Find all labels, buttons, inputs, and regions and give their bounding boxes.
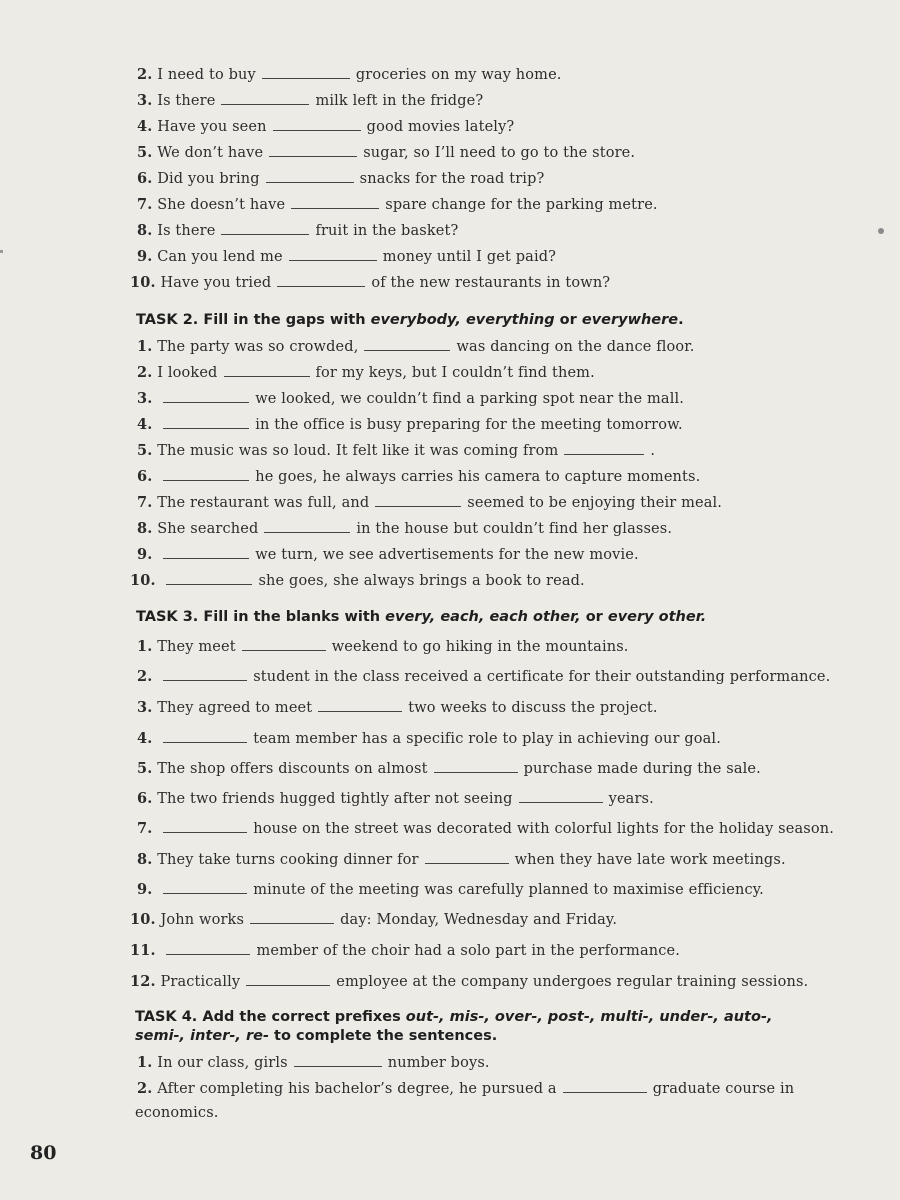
task3-item-12: 12. Practically employee at the company undergoes regular training sessions. <box>130 973 809 990</box>
answer-blank[interactable] <box>163 469 249 481</box>
task4-heading-line2: semi-, inter-, re- to complete the sentences. <box>135 1028 498 1044</box>
answer-blank[interactable] <box>224 365 310 377</box>
answer-blank[interactable] <box>250 912 334 924</box>
task1-item-10: 10. Have you tried of the new restaurants in town? <box>130 274 611 291</box>
answer-blank[interactable] <box>273 119 361 131</box>
task2-item-2: 2. I looked for my keys, but I couldn’t find them. <box>137 364 595 381</box>
answer-blank[interactable] <box>266 171 354 183</box>
answer-blank[interactable] <box>519 791 603 803</box>
task4-item-2: 2. After completing his bachelor’s degree, he pursued a graduate course in <box>137 1080 795 1097</box>
scan-mark <box>878 228 884 234</box>
task3-item-11: 11. member of the choir had a solo part in the performance. <box>130 942 680 959</box>
task2-item-8: 8. She searched in the house but couldn’t find her glasses. <box>137 520 673 537</box>
task3-item-2: 2. student in the class received a certificate for their outstanding performance. <box>137 668 831 685</box>
answer-blank[interactable] <box>364 339 450 351</box>
answer-blank[interactable] <box>269 145 357 157</box>
answer-blank[interactable] <box>563 1081 647 1093</box>
task1-item-9: 9. Can you lend me money until I get paid? <box>137 248 557 265</box>
scan-mark <box>0 250 3 253</box>
answer-blank[interactable] <box>163 391 249 403</box>
task2-heading: TASK 2. Fill in the gaps with everybody, everything or everywhere. <box>136 312 684 328</box>
task1-item-5: 5. We don’t have sugar, so I’ll need to go to the store. <box>137 144 636 161</box>
answer-blank[interactable] <box>166 943 250 955</box>
task2-item-6: 6. he goes, he always carries his camera to capture moments. <box>137 468 701 485</box>
task3-item-5: 5. The shop offers discounts on almost purchase made during the sale. <box>137 760 761 777</box>
answer-blank[interactable] <box>221 93 309 105</box>
answer-blank[interactable] <box>375 495 461 507</box>
task2-item-4: 4. in the office is busy preparing for the meeting tomorrow. <box>137 416 683 433</box>
answer-blank[interactable] <box>277 275 365 287</box>
answer-blank[interactable] <box>163 669 247 681</box>
answer-blank[interactable] <box>163 882 247 894</box>
task1-item-6: 6. Did you bring snacks for the road trip? <box>137 170 545 187</box>
answer-blank[interactable] <box>163 417 249 429</box>
answer-blank[interactable] <box>166 573 252 585</box>
task3-item-10: 10. John works day: Monday, Wednesday and Friday. <box>130 911 618 928</box>
task1-item-4: 4. Have you seen good movies lately? <box>137 118 515 135</box>
page-number: 80 <box>30 1142 57 1164</box>
task3-item-9: 9. minute of the meeting was carefully planned to maximise efficiency. <box>137 881 764 898</box>
answer-blank[interactable] <box>163 821 247 833</box>
answer-blank[interactable] <box>564 443 644 455</box>
task3-heading: TASK 3. Fill in the blanks with every, each, each other, or every other. <box>136 609 707 625</box>
task1-item-2: 2. I need to buy groceries on my way home. <box>137 66 562 83</box>
task4-item-1: 1. In our class, girls number boys. <box>137 1054 490 1071</box>
answer-blank[interactable] <box>242 639 326 651</box>
task4-heading-line1: TASK 4. Add the correct prefixes out-, mis-, over-, post-, multi-, under-, auto-, <box>135 1009 773 1025</box>
task1-item-8: 8. Is there fruit in the basket? <box>137 222 459 239</box>
answer-blank[interactable] <box>289 249 377 261</box>
answer-blank[interactable] <box>221 223 309 235</box>
task2-item-9: 9. we turn, we see advertisements for the new movie. <box>137 546 639 563</box>
answer-blank[interactable] <box>294 1055 382 1067</box>
answer-blank[interactable] <box>246 974 330 986</box>
answer-blank[interactable] <box>425 852 509 864</box>
task3-item-1: 1. They meet weekend to go hiking in the mountains. <box>137 638 629 655</box>
task3-item-7: 7. house on the street was decorated with colorful lights for the holiday season. <box>137 820 835 837</box>
answer-blank[interactable] <box>262 67 350 79</box>
answer-blank[interactable] <box>163 731 247 743</box>
answer-blank[interactable] <box>163 547 249 559</box>
answer-blank[interactable] <box>434 761 518 773</box>
task1-item-3: 3. Is there milk left in the fridge? <box>137 92 484 109</box>
task1-item-7: 7. She doesn’t have spare change for the parking metre. <box>137 196 658 213</box>
task4-item-2-continuation: economics. <box>135 1105 219 1121</box>
task2-item-5: 5. The music was so loud. It felt like it was coming from . <box>137 442 656 459</box>
answer-blank[interactable] <box>291 197 379 209</box>
task2-item-1: 1. The party was so crowded, was dancing on the dance floor. <box>137 338 695 355</box>
task2-item-10: 10. she goes, she always brings a book to read. <box>130 572 585 589</box>
task3-item-4: 4. team member has a specific role to play in achieving our goal. <box>137 730 721 747</box>
answer-blank[interactable] <box>318 700 402 712</box>
task3-item-8: 8. They take turns cooking dinner for when they have late work meetings. <box>137 851 786 868</box>
task3-item-3: 3. They agreed to meet two weeks to discuss the project. <box>137 699 658 716</box>
task2-item-7: 7. The restaurant was full, and seemed to be enjoying their meal. <box>137 494 723 511</box>
task2-item-3: 3. we looked, we couldn’t find a parking spot near the mall. <box>137 390 685 407</box>
answer-blank[interactable] <box>264 521 350 533</box>
task3-item-6: 6. The two friends hugged tightly after not seeing years. <box>137 790 654 807</box>
